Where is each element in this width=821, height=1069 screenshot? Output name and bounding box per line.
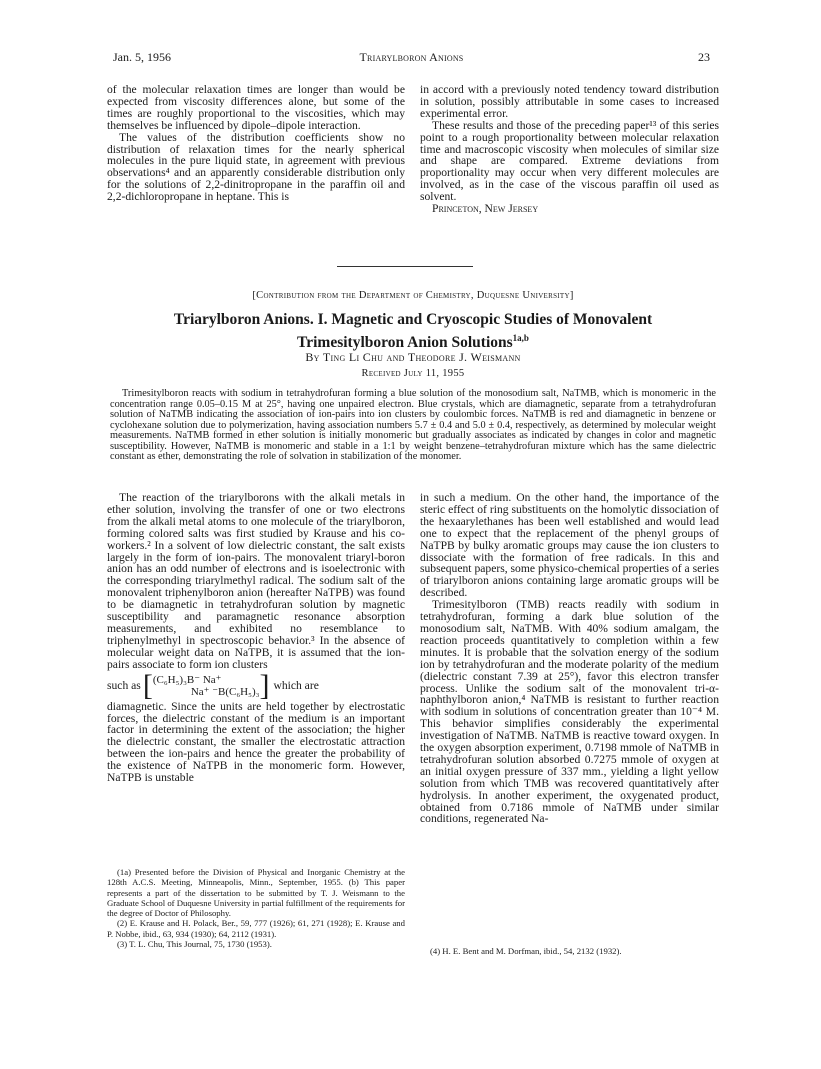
prev-paragraph: of the molecular relaxation times are longer than would be expected from viscosity differences alone, but some of the times are roughly proportional to the viscosities, which may themselves be influenced by dipole–dipole interaction. [107,83,405,132]
footnote-marker: 1a,b [512,333,529,343]
article-separator-rule [337,266,473,267]
contribution-line: [Contribution from the Department of Chemistry, Duquesne University] [252,290,574,301]
page-number: 23 [698,50,710,64]
prev-article-right-column [420,84,719,215]
body-right-column [420,492,719,825]
body-paragraph: diamagnetic. Since the units are held together by electrostatic forces, the dielectric constant of the medium is an important factor in determining the extent of the association; the higher the dielectric constant, the smaller the electrostatic attraction between the ion-pairs and hence the greater the probability of the existence of NaTPB in the monomeric form. However, NaTPB is unstable [107,699,405,785]
author-location: Princeton, New Jersey [432,202,539,216]
prev-paragraph: The values of the distribution coefficients show no distribution of relaxation times for the nearly spherical molecules in the pure liquid state, in agreement with previous observations⁴ and an apparently considerable distribution only for the solutions of 2,2-dinitropropane in the paraffin oil and 2,2-dichloropropane in heptane. This is [107,130,405,204]
right-bracket: ] [259,668,270,702]
body-left-column [107,492,405,784]
ion-cluster-formula [107,668,405,702]
abstract: Trimesitylboron reacts with sodium in tetrahydrofuran forming a blue solution of the monosodium salt, NaTMB, which is monomeric in the concentration range 0.05–0.15 M at 25°, having one unpaired electron. Blue crystals, which are diamagnetic, separate from a tetrahydrofuran solution of NaTMB indicating the association of ion-pairs into ion clusters by coulombic forces. NaTMB is red and diamagnetic in benzene or cyclohexane solution due to polymerization, having association numbers 5.7 ± 0.4 and 5.0 ± 0.4, respectively, as determined by molecular weight measurements. NaTMB formed in ether solution is initially monomeric but gradually associates as indicated by changes in color and magnetic susceptibility. However, NaTMB is monomeric and stable in a 1:1 by weight benzene–tetrahydrofuran mixture which has the same dielectric constant as ether, demonstrating the role of solvation in stabilization of the monomer. [110,388,716,462]
formula-line-2: Na⁺ ⁻B(C₆H₅)₃ [190,685,260,698]
paper-title [107,311,719,352]
byline: By Ting Li Chu and Theodore J. Weismann [305,350,521,364]
formula-line-1: (C₆H₅)₃B⁻ Na⁺ [152,673,222,686]
prev-paragraph: in accord with a previously noted tendency toward distribution in solution, possibly attributable in some cases to increased experimental error. [420,83,719,120]
paper-title-line [107,329,719,352]
footnote: (1a) Presented before the Division of Physical and Inorganic Chemistry at the 128th A.C.S. Meeting, Minneapolis, Minn., September, 1955. (b) This paper represents a part of the dissertation to be submitted by T. J. Weismann to the Graduate School of Duquesne University in partial fulfillment of the requirements for the degree of Doctor of Philosophy. [107,867,405,919]
formula-prefix: such as [107,678,141,692]
running-header [113,50,710,68]
body-paragraph: in such a medium. On the other hand, the importance of the steric effect of ring substituents on the homolytic dissociation of the hexaarylethanes has been well established and would lead one to expect that the replacement of the phenyl groups of NaTPB by bulky aromatic groups may cause the ion clusters to dissociate with the formation of free radicals. In this and subsequent papers, some physico-chemical properties of a series of triarylboron anions containing large aromatic groups will be described. [420,491,719,600]
formula-stack [153,674,260,698]
prev-article-left-column [107,84,405,203]
footnotes-left [107,867,405,949]
header-date: Jan. 5, 1956 [113,50,171,64]
left-bracket: [ [142,668,153,702]
header-title: Triarylboron Anions [359,50,464,64]
body-paragraph: Trimesitylboron (TMB) reacts readily with sodium in tetrahydrofuran, forming a dark blue solution of the monosodium salt, NaTMB. With 40% sodium amalgam, the reaction proceeds quantitatively to completion within a few minutes. It is probable that the solvation energy of the sodium ion by tetrahydrofuran and the moderate polarity of the medium (dielectric constant 7.39 at 25°), favor this electron transfer process. Unlike the sodium salt of the monovalent tri-α-naphthylboron anion,⁴ NaTMB is resistant to further reaction with sodium in solutions of concentration greater than 10⁻⁴ M. This behavior simplifies considerably the experimental investigation of NaTMB. NaTMB is reactive toward oxygen. In the oxygen absorption experiment, 0.7198 mmole of NaTMB in tetrahydrofuran solution absorbed 0.7275 mmole of oxygen at an initial oxygen pressure of 337 mm., yielding a light yellow solution from which TMB was recovered quantitatively after hydrolysis. In another experiment, the oxygenated product, obtained from 0.7186 mmole of NaTMB under similar conditions, regenerated Na- [420,598,719,826]
paper-title-line-text: Trimesitylboron Anion Solutions [297,334,513,352]
paper-title-line: Triarylboron Anions. I. Magnetic and Cryoscopic Studies of Monovalent [173,311,653,328]
footnote: (3) T. L. Chu, This Journal, 75, 1730 (1953). [117,939,272,950]
body-paragraph: The reaction of the triarylborons with the alkali metals in ether solution, involving the transfer of one or two electrons from the alkali metal atoms to one molecule of the triarylboron, forming colored salts was first studied by Krause and his co-workers.² In a solvent of low dielectric constant, the salt exists largely in the form of ion-pairs. The monovalent triaryl-boron anion has an odd number of electrons and is isoelectronic with the corresponding triarylmethyl radical. The sodium salt of the monovalent triphenylboron anion (hereafter NaTPB) was found to be diamagnetic in tetrahydrofuran solution by magnetic susceptibility and paramagnetic resonance absorption measurements, and exhibited no resemblance to triphenylmethyl in spectroscopic behavior.³ In the absence of molecular weight data on NaTPB, it is assumed that the ion-pairs associate to form ion clusters [107,491,405,671]
footnote: (2) E. Krause and H. Polack, Ber., 59, 777 (1926); 61, 271 (1928); E. Krause and P. Nobbe, ibid., 63, 934 (1930); 64, 2112 (1931). [107,918,405,939]
received-date: Received July 11, 1955 [361,368,465,379]
formula-suffix: which are [273,678,319,692]
prev-paragraph: These results and those of the preceding paper¹³ of this series point to a rough proportionality between molecular relaxation time and macroscopic viscosity when molecules of similar size and shape are compared. Extreme deviations from proportionality may occur when very different molecules are involved, as in the case of the viscous paraffin oil used as solvent. [420,118,719,204]
footnote: (4) H. E. Bent and M. Dorfman, ibid., 54, 2132 (1932). [430,946,622,956]
